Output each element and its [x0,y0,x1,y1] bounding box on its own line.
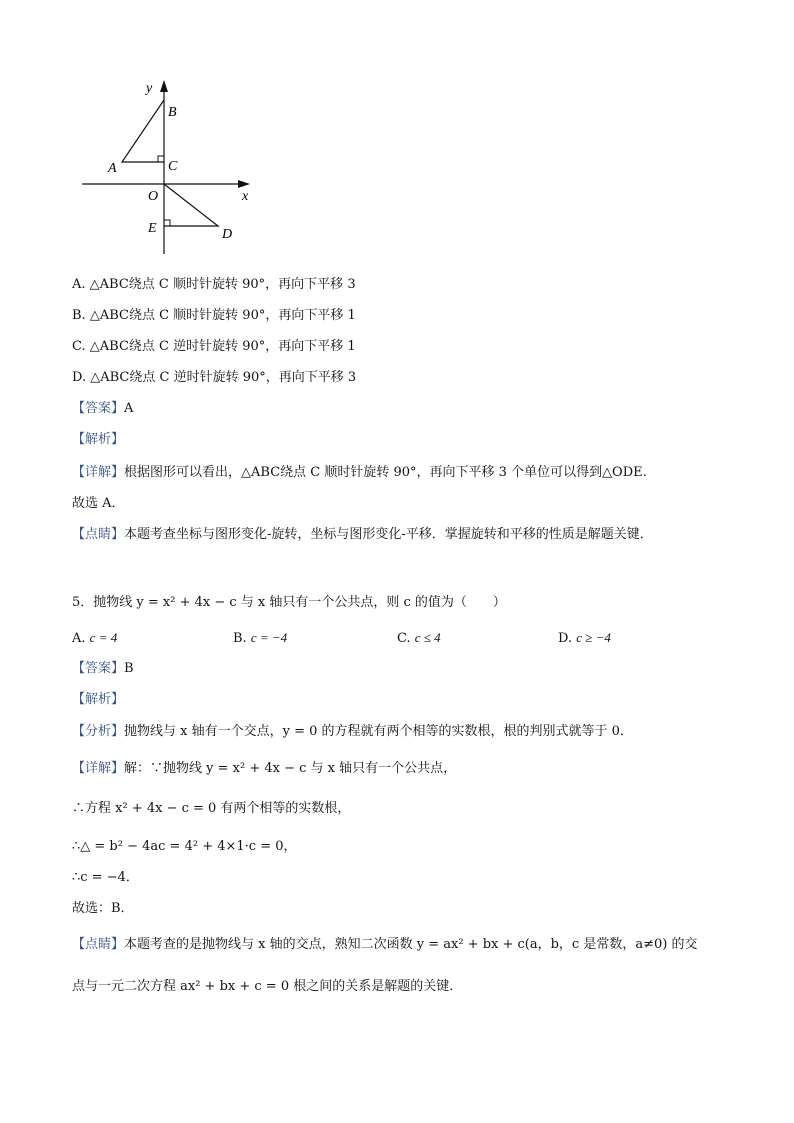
q4-comment-tag: 【点睛】 [72,527,125,542]
triangle-ode [164,184,218,226]
coordinate-figure [78,78,278,258]
q5-answer-value: B [124,661,134,676]
q5-answer [72,660,134,678]
q4-comment [72,526,653,544]
y-axis-arrow [160,80,168,92]
q5-step2 [72,838,297,856]
q4-answer-value: A [124,401,134,416]
q5-option-b-letter: B. [233,631,247,646]
q4-choose [72,495,125,513]
label-y: y [146,81,153,96]
q4-option-a-text: △ABC绕点 C 顺时针旋转 90°，再向下平移 3 [89,277,356,292]
q5-comment-tag: 【点睛】 [72,937,125,952]
q4-option-d [72,369,356,387]
q4-option-d-text: △ABC绕点 C 逆时针旋转 90°，再向下平移 3 [90,370,357,385]
q5-step3 [72,869,139,887]
q4-detail-text: 根据图形可以看出，△ABC绕点 C 顺时针旋转 90°，再向下平移 3 个单位可以得到△ODE. [124,465,647,480]
q4-analysis [72,431,124,449]
q5-detail-tag: 【详解】 [72,761,125,776]
label-a: A [108,161,117,176]
q5-option-c [397,629,441,648]
q5-analysis [72,691,124,709]
q5-option-d-letter: D. [558,631,573,646]
q4-option-d-letter: D. [72,370,87,385]
q5-step2-text: ∴△ = b² − 4ac = 4² + 4×1·c = 0， [72,839,297,854]
label-o: O [148,189,159,204]
triangle-abc [122,100,164,162]
q4-option-c [72,338,356,356]
q5-detail [72,760,456,778]
q5-option-d [558,629,611,648]
q5-comment [72,936,697,954]
q5-stem-text: 5．抛物线 y = x² + 4x − c 与 x 轴只有一个公共点，则 c 的值为（ ） [72,595,506,610]
q5-option-b [233,629,287,648]
q4-detail-tag: 【详解】 [72,465,125,480]
q4-answer-tag: 【答案】 [72,401,125,416]
q5-option-d-text: c ≥ −4 [576,630,611,645]
q5-analysis-tag: 【解析】 [72,692,125,707]
q5-option-a [72,629,117,648]
q5-choose [72,900,134,918]
q5-option-a-text: c = 4 [89,630,118,645]
label-b: B [168,105,177,120]
right-angle-mark-e [164,220,170,226]
q5-fenxi-text: 抛物线与 x 轴有一个交点，y = 0 的方程就有两个相等的实数根，根的判别式就等于 0． [124,724,633,739]
q5-detail-text: 解：∵抛物线 y = x² + 4x − c 与 x 轴只有一个公共点， [124,761,457,776]
x-axis-arrow [238,180,250,188]
q5-option-a-letter: A. [72,631,86,646]
q5-step1-text: ∴方程 x² + 4x − c = 0 有两个相等的实数根， [72,801,351,816]
q4-comment-text: 本题考查坐标与图形变化-旋转，坐标与图形变化-平移．掌握旋转和平移的性质是解题关键． [124,527,653,542]
q5-step1 [72,800,350,818]
q5-fenxi-tag: 【分析】 [72,724,125,739]
q5-option-c-letter: C. [397,631,411,646]
q5-comment-text-2: 点与一元二次方程 ax² + bx + c = 0 根之间的关系是解题的关键． [72,979,463,994]
q4-choose-text: 故选 A． [72,496,125,511]
q4-option-a-letter: A. [72,277,86,292]
label-e: E [148,221,157,236]
q5-option-c-text: c ≤ 4 [414,630,441,645]
q4-answer [72,400,133,418]
q4-option-c-text: △ABC绕点 C 逆时针旋转 90°，再向下平移 1 [89,339,356,354]
q5-comment-line2 [72,978,462,996]
label-x: x [242,189,249,204]
q5-stem [72,594,506,612]
q4-option-b-letter: B. [72,308,86,323]
q4-option-b [72,307,356,325]
q4-option-a [72,276,356,294]
q4-analysis-tag: 【解析】 [72,432,125,447]
q4-detail [72,464,647,482]
right-angle-mark-c [158,156,164,162]
q5-fenxi [72,723,633,741]
q4-option-b-text: △ABC绕点 C 顺时针旋转 90°，再向下平移 1 [89,308,356,323]
q5-comment-text-1: 本题考查的是抛物线与 x 轴的交点，熟知二次函数 y = ax² + bx + c(a，b，c 是常数，a≠0) 的交 [124,937,698,952]
label-d: D [222,227,233,242]
q5-choose-text: 故选：B． [72,901,134,916]
q5-answer-tag: 【答案】 [72,661,125,676]
q5-option-b-text: c = −4 [250,630,288,645]
q4-option-c-letter: C. [72,339,86,354]
label-c: C [168,159,178,174]
q5-step3-text: ∴c = −4． [72,870,139,885]
